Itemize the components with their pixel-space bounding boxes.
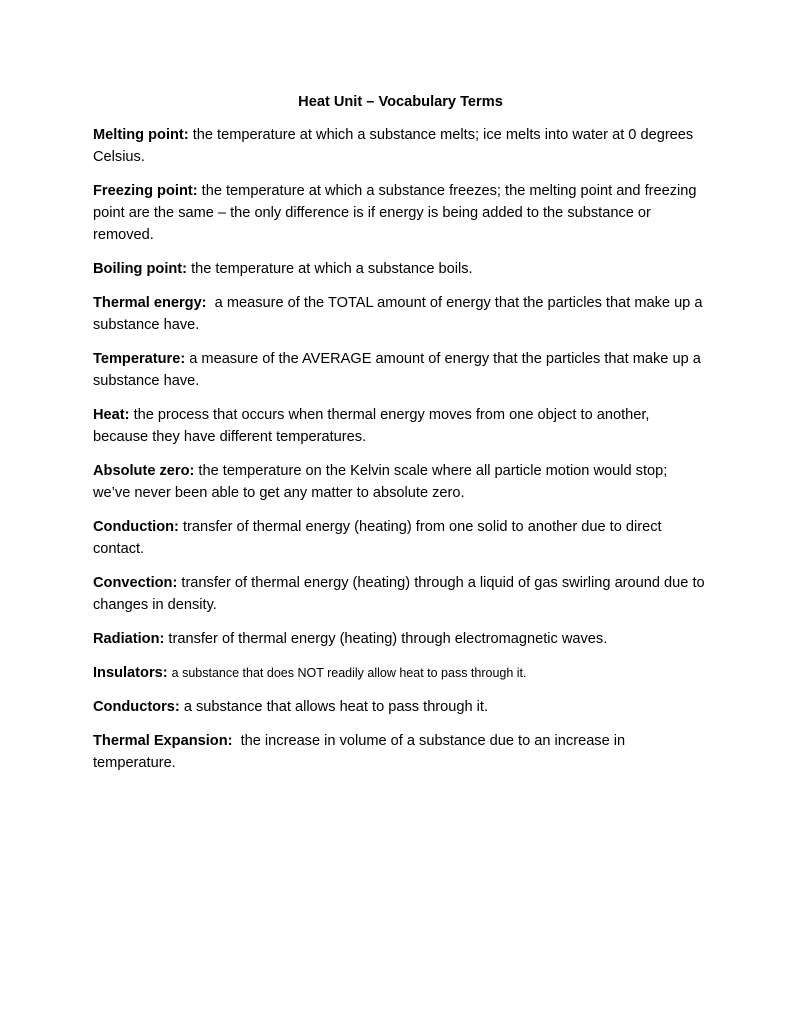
vocab-definition: the temperature on the Kelvin scale where all particle motion would stop; we’ve never been able to get any matter to absolute zero. xyxy=(93,463,668,501)
vocab-entry-temperature xyxy=(93,348,708,392)
vocab-entry-thermal-energy xyxy=(93,292,708,336)
vocab-term: Convection: xyxy=(93,575,178,591)
vocab-definition: the temperature at which a substance boils. xyxy=(191,261,473,277)
vocab-term: Melting point: xyxy=(93,127,189,143)
vocab-entry-heat xyxy=(93,404,708,448)
vocab-term: Conduction: xyxy=(93,519,179,535)
vocab-term: Conductors: xyxy=(93,699,180,715)
vocab-definition: a measure of the TOTAL amount of energy that the particles that make up a substance have. xyxy=(93,295,703,333)
vocab-entry-conductors xyxy=(93,696,708,718)
vocab-term: Boiling point: xyxy=(93,261,188,277)
vocab-term: Heat: xyxy=(93,407,130,423)
vocab-entry-melting-point xyxy=(93,124,708,168)
vocab-term: Insulators: xyxy=(93,665,168,681)
vocab-entry-absolute-zero xyxy=(93,460,708,504)
vocab-definition: transfer of thermal energy (heating) through electromagnetic waves. xyxy=(168,631,608,647)
vocab-definition: a measure of the AVERAGE amount of energy that the particles that make up a substance have. xyxy=(93,351,701,389)
document-title: Heat Unit – Vocabulary Terms xyxy=(298,94,503,110)
vocab-term: Thermal Expansion: xyxy=(93,733,233,749)
vocab-entry-boiling-point xyxy=(93,258,708,280)
vocab-term: Absolute zero: xyxy=(93,463,195,479)
vocab-entry-thermal-expansion xyxy=(93,730,708,774)
vocab-term: Thermal energy: xyxy=(93,295,207,311)
vocab-term: Temperature: xyxy=(93,351,186,367)
vocab-definition: transfer of thermal energy (heating) through a liquid of gas swirling around due to changes in density. xyxy=(93,575,705,613)
vocab-term: Radiation: xyxy=(93,631,165,647)
vocab-definition: the process that occurs when thermal energy moves from one object to another, because they have different temperatures. xyxy=(93,407,650,445)
vocab-entry-convection xyxy=(93,572,708,616)
vocab-definition: the temperature at which a substance freezes; the melting point and freezing point are the same – the only difference is if energy is being added to the substance or removed. xyxy=(93,183,697,243)
vocab-term: Freezing point: xyxy=(93,183,198,199)
document-page xyxy=(93,92,708,786)
vocab-entry-conduction xyxy=(93,516,708,560)
vocab-entry-insulators xyxy=(93,662,708,684)
vocab-definition: a substance that allows heat to pass through it. xyxy=(183,699,489,715)
vocab-definition: transfer of thermal energy (heating) from one solid to another due to direct contact. xyxy=(93,519,662,557)
vocab-entry-radiation xyxy=(93,628,708,650)
vocab-entry-freezing-point xyxy=(93,180,708,246)
vocab-definition: the increase in volume of a substance due to an increase in temperature. xyxy=(93,733,626,771)
vocab-definition: the temperature at which a substance melts; ice melts into water at 0 degrees Celsius. xyxy=(93,127,694,165)
vocab-definition: a substance that does NOT readily allow heat to pass through it. xyxy=(171,666,527,680)
